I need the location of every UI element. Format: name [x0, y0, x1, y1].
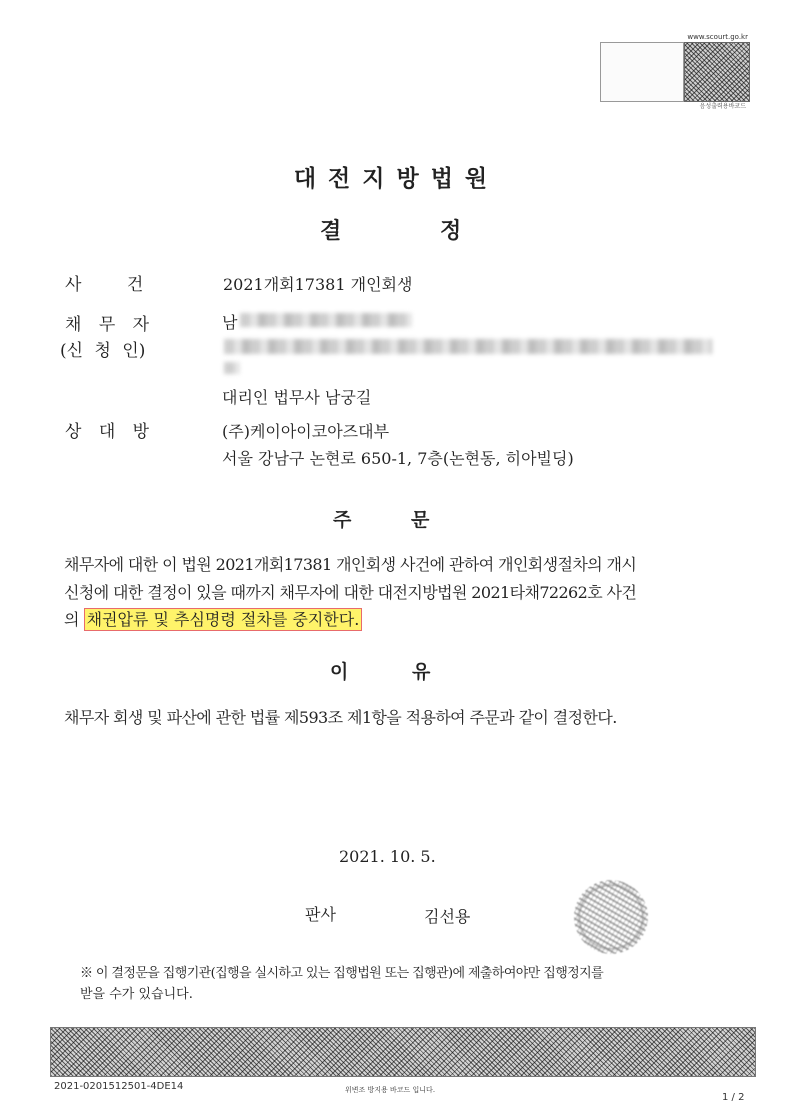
notice-line-2: 받을 수가 있습니다.: [80, 987, 193, 1002]
top-barcode-block: [600, 33, 750, 110]
judge-title: 판사: [305, 905, 336, 924]
audio-barcode: [684, 42, 750, 102]
opponent-label: 상 대 방: [65, 422, 150, 442]
case-value: 2021개회17381 개인회생: [223, 275, 413, 294]
debtor-name-prefix: 남: [222, 313, 238, 332]
highlighted-order-text: 채권압류 및 추심명령 절차를 중지한다.: [86, 610, 360, 629]
order-line-2: 신청에 대한 결정이 있을 때까지 채무자에 대한 대전지방법원 2021타채72262호 사건: [64, 583, 637, 602]
judge-name: 김선용: [424, 907, 471, 926]
debtor-label: 채 무 자: [65, 315, 150, 335]
redacted-debtor-address: [224, 339, 712, 354]
doc-type-left: 결: [320, 219, 342, 244]
redacted-debtor-address-cont: [224, 362, 240, 374]
case-label: 사 건: [65, 275, 144, 295]
page-number: 1 / 2: [722, 1092, 745, 1103]
order-line-1: 채무자에 대한 이 법원 2021개회17381 개인회생 사건에 관하여 개인회생절차의 개시: [64, 555, 637, 574]
court-name: 대전지방법원: [293, 166, 500, 192]
order-heading-right: 문: [411, 509, 430, 531]
applicant-label: (신 청 인): [60, 341, 146, 361]
reason-text: 채무자 회생 및 파산에 관한 법률 제593조 제1항을 적용하여 주문과 같이 결정한다.: [64, 708, 617, 727]
judge-seal-icon: [574, 880, 648, 954]
anti-forgery-barcode: [50, 1027, 756, 1077]
debtor-agent: 대리인 법무사 남궁길: [222, 388, 372, 407]
decision-date: 2021. 10. 5.: [339, 847, 436, 866]
reason-heading-right: 유: [412, 661, 431, 683]
reason-heading-left: 이: [330, 661, 349, 683]
document-id: 2021-0201512501-4DE14: [54, 1081, 184, 1092]
opponent-name: (주)케이아이코아즈대부: [222, 422, 390, 441]
order-line-3: [64, 607, 361, 630]
barcode-blank-area: [600, 42, 684, 102]
doc-type-right: 정: [440, 219, 462, 244]
court-website-url: www.scourt.go.kr: [687, 33, 748, 41]
opponent-address: 서울 강남구 논현로 650-1, 7층(논현동, 히아빌딩): [222, 449, 574, 468]
redacted-debtor-name: [240, 313, 412, 327]
barcode-caption: 위변조 방지용 바코드 입니다.: [345, 1086, 436, 1094]
order-heading-left: 주: [333, 509, 352, 531]
audio-barcode-caption: 음성출력용바코드: [699, 103, 746, 110]
notice-line-1: ※ 이 결정문을 집행기관(집행을 실시하고 있는 집행법원 또는 집행관)에 제출하여야만 집행정지를: [80, 966, 604, 981]
order-line-3-prefix: 의: [64, 610, 80, 629]
